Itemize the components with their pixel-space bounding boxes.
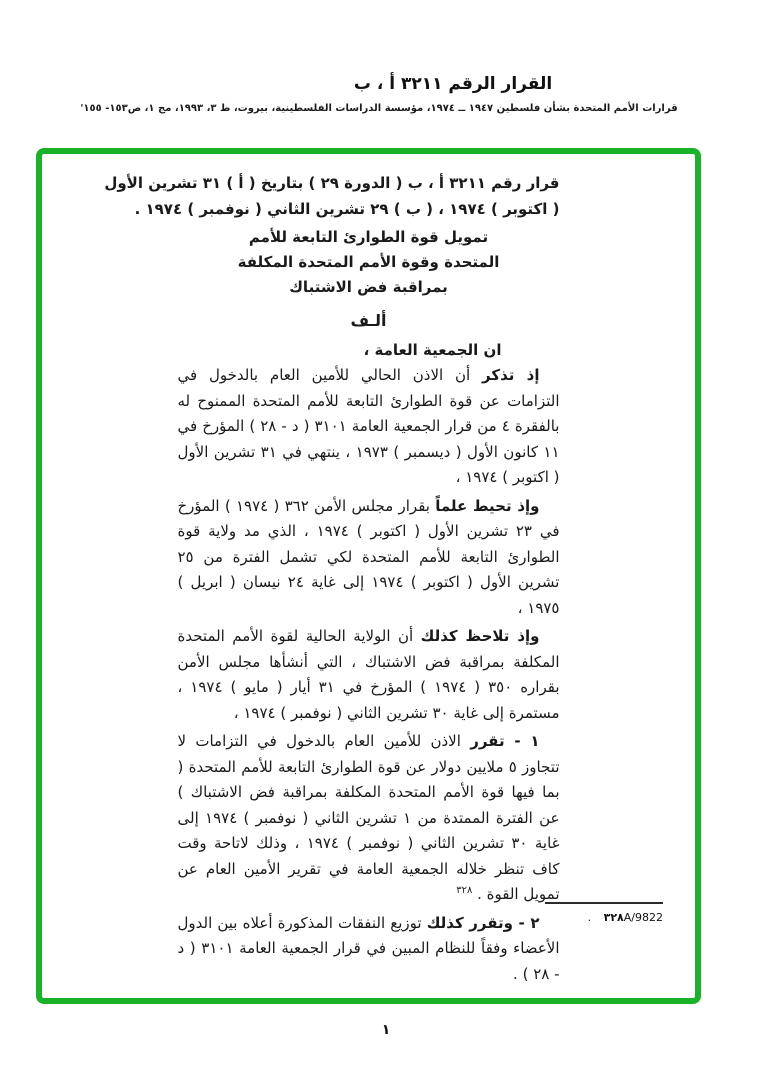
paragraph-body: أن الولاية الحالية لقوة الأمم المتحدة المكلفة بمراقبة فض الاشتباك ، التي أنشأها مجلس الأمن بقراره ٣٥٠ ( ١٩٧٤ ) المؤرخ في ٣١ أيار ( مايو ) ١٩٧٤ ، مستمرة إلى غاية ٣٠ تشرين الثاني ( نوفمبر ) ١٩٧٤ ،	[177, 627, 560, 722]
paragraph-body: بقرار مجلس الأمن ٣٦٢ ( ١٩٧٤ ) المؤرخ في ٢٣ تشرين الأول ( اكتوبر ) ١٩٧٤ ، الذي مد ولاية قوة الطوارئ التابعة للأمم المتحدة لكي تشمل الفترة من ٢٥ تشرين الأول ( اكتوبر ) ١٩٧٤ إلى غاية ٢٤ نيسان ( ابريل ) ١٩٧٥ ،	[177, 496, 560, 617]
paragraph-lead: إذ تذكر	[482, 366, 540, 384]
footnote-document-ref: A/9822 .	[587, 911, 663, 924]
operative-paragraph-1	[178, 729, 560, 908]
footnote-number: ٣٢٨	[603, 911, 624, 924]
section-heading-alif: ألـف	[350, 311, 387, 330]
citation-line: قرارات الأمم المتحدة بشأن فلسطين ١٩٤٧ ــ ١٩٧٤، مؤسسة الدراسات الفلسطينية، بيروت، ط ٣، ١٩٩٣، مج ١، ص١٥٣- ١٥٥'	[80, 103, 678, 114]
resolution-title-line-1: تمويل قوة الطوارئ التابعة للأمم	[248, 228, 489, 246]
paragraph-body: أن الاذن الحالي للأمين العام بالدخول في التزامات عن قوة الطوارئ التابعة للأمم المتحدة الممنوح له بالفقرة ٤ من قرار الجمعية العامة ٣١٠١ ( د - ٢٨ ) المؤرخ في ١١ كانون الأول ( ديسمبر ) ١٩٧٣ ، ينتهي في ٣١ تشرين الأول ( اكتوبر ) ١٩٧٤ ،	[177, 366, 560, 486]
paragraph-body: الاذن للأمين العام بالدخول في التزامات لا تتجاوز ٥ ملايين دولار عن قوة الطوارئ التابعة للأمم المتحدة ( بما فيها قوة الأمم المتحدة المكلفة بمراقبة فض الاشتباك ) عن الفترة الممتدة من ١ تشرين الثاني ( نوفمبر ) ١٩٧٤ إلى غاية ٣٠ تشرين الثاني ( نوفمبر ) ١٩٧٤ ، وذلك لاتاحة وقت كاف تنظر خلاله الجمعية العامة في تقرير الأمين العام عن تمويل القوة .	[177, 732, 560, 903]
resolution-heading-line-2: ( اكتوبر ) ١٩٧٤ ، ( ب ) ٢٩ تشرين الثاني ( نوفمبر ) ١٩٧٤ .	[134, 200, 560, 218]
resolution-heading-line-1: قرار رقم ٣٢١١ أ ، ب ( الدورة ٢٩ ) بتاريخ ( أ ) ٣١ تشرين الأول	[104, 174, 560, 192]
page-number: ١	[381, 1022, 391, 1038]
preamble-paragraph	[178, 363, 560, 491]
resolution-text-column	[104, 154, 560, 987]
resolution-title-line-3: بمراقبة فض الاشتباك	[289, 278, 448, 296]
resolution-heading	[104, 170, 560, 222]
paragraph-lead: وإذ تحيط علماً	[435, 496, 540, 515]
footnote-text	[545, 911, 663, 924]
footnote-reference: ٣٢٨	[456, 885, 473, 896]
paragraph-lead: وإذ تلاحظ كذلك	[420, 627, 540, 645]
resolution-title-line-2: المتحدة وقوة الأمم المتحدة المكلفة	[237, 253, 500, 271]
resolution-annotation-box	[36, 148, 701, 1004]
paragraph-lead: ١ - تقرر	[470, 732, 540, 750]
resolution-title	[178, 225, 560, 300]
footnote-divider	[545, 902, 663, 904]
preamble-intro: ان الجمعية العامة ،	[363, 341, 502, 359]
paragraph-lead: ٢ - وتقرر كذلك	[426, 913, 540, 932]
paragraph-body: توزيع النفقات المذكورة أعلاه بين الدول الأعضاء وفقاً للنظام المبين في قرار الجمعية العامة ٣١٠١ ( د - ٢٨ ) .	[177, 913, 560, 983]
operative-paragraph-2	[178, 911, 560, 988]
footnote	[545, 902, 663, 924]
page-title: القرار الرقم ٣٢١١ أ ، ب	[353, 74, 553, 94]
preamble-paragraph	[178, 624, 560, 726]
preamble-paragraph	[178, 494, 560, 622]
